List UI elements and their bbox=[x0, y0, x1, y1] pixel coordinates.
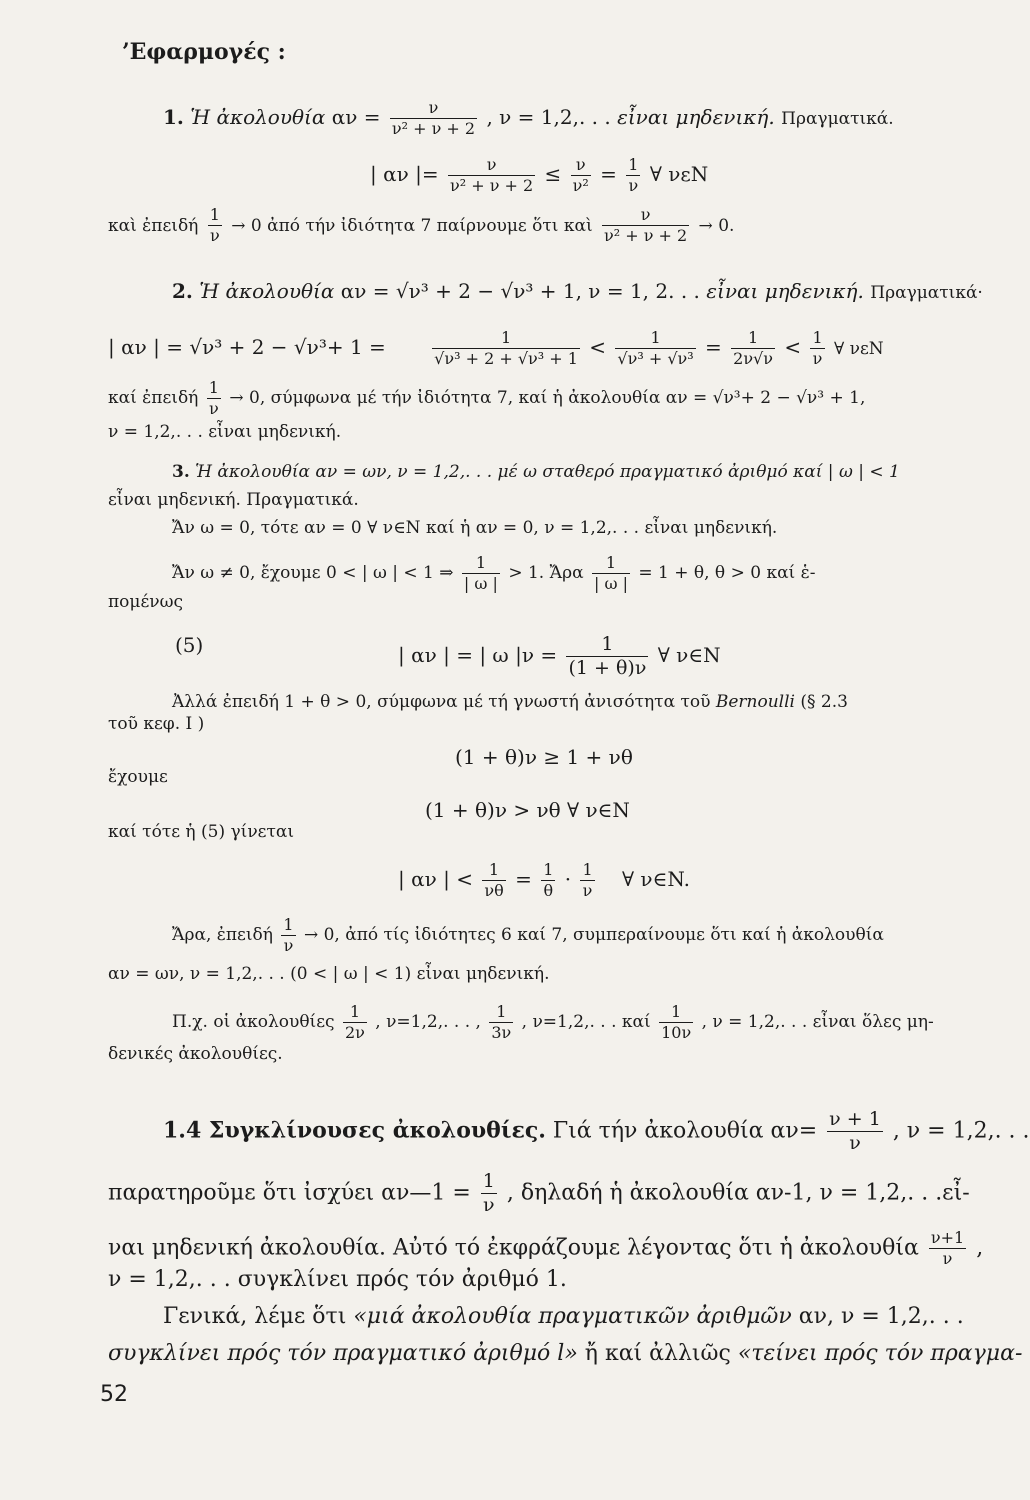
example-2-intro: Ἡ ἀκολουθία bbox=[199, 279, 335, 303]
since-fraction: $\frac{1}{\nu}$ bbox=[283, 915, 294, 955]
example-3-intro: Ἡ ἀκολουθία αν = ων, ν = 1,2,. . . μέ ω σταθερό πραγματικό ἀριθμό καί | ω | < 1 bbox=[195, 462, 900, 482]
ex2-conclusion-a: καί ἐπειδή bbox=[108, 388, 199, 408]
example-1-fraction: $\frac{\nu}{\text{ν² + ν + 2}}$ bbox=[391, 98, 476, 138]
eg-fraction-3: $\frac{1}{10\nu}$ bbox=[661, 1002, 692, 1042]
conclusion-text-c: → 0. bbox=[698, 216, 735, 236]
ineq3-fraction-3: $\frac{1}{\nu}$ bbox=[582, 860, 593, 900]
example-1-conclusion bbox=[108, 205, 734, 246]
ex2-ineq-lhs: | αν | = √ν³ + 2 − √ν³+ 1 = bbox=[108, 335, 386, 359]
ineq3-equals: = bbox=[515, 867, 532, 891]
eq5-lhs: | αν | = | ω |ν = bbox=[398, 643, 558, 667]
section-1-4-line-3 bbox=[108, 1228, 983, 1269]
section-heading: 1.4 Συγκλίνουσες ἀκολουθίες. bbox=[163, 1117, 546, 1144]
conclusion-fraction-2: $\frac{\nu}{\text{ν² + ν + 2}}$ bbox=[603, 205, 688, 245]
p6-text-c: «τείνει πρός τόν πραγμα- bbox=[737, 1341, 1023, 1366]
eg-text-a: Π.χ. οἱ ἀκολουθίες bbox=[172, 1012, 335, 1032]
example-1-lhs: αν = bbox=[331, 105, 381, 129]
eg-text-b: , ν=1,2,. . . , bbox=[375, 1012, 481, 1032]
example-3-line-2: εἶναι μηδενική. Πραγματικά. bbox=[108, 490, 359, 510]
then-5-becomes: καί τότε ἡ (5) γίνεται bbox=[108, 822, 295, 842]
case2-fraction-2: $\frac{1}{| \omega |}$ bbox=[593, 553, 628, 593]
inequality-quantifier: ∀ νεΝ bbox=[649, 162, 709, 186]
p3-fraction: $\frac{\nu+1}{\nu}$ bbox=[930, 1228, 965, 1268]
bernoulli-text-a: Ἀλλά ἐπειδή 1 + θ > 0, σύμφωνα μέ τή γνωστή ἀνισότητα τοῦ bbox=[172, 692, 711, 712]
example-2-in-fact: Πραγματικά· bbox=[870, 283, 983, 303]
eg-fraction-1: $\frac{1}{2\nu}$ bbox=[344, 1002, 365, 1042]
page-number: 52 bbox=[100, 1382, 128, 1407]
section-1-4-line-5 bbox=[163, 1305, 964, 1329]
since-text-a: Ἄρα, ἐπειδή bbox=[172, 925, 273, 945]
ex2-fraction-1: $\frac{1}{\text{√ν³ + 2 + √ν³ + 1}}$ bbox=[434, 328, 578, 368]
example-2-inequality: | αν | = √ν³ + 2 − √ν³+ 1 = $\frac{1}{\text{√ν³ + 2 + √ν³ + 1}}$ < $\frac{1}{\text{√ν³ + √ν³}}$ = $\frac{1}{2\nu√\nu}$ < $\frac{1}{\nu}$ ∀ νεΝ bbox=[108, 328, 884, 368]
ineq3-dot: · bbox=[564, 867, 572, 891]
p3-text-a: ναι μηδενική ἀκολουθία. Αὐτό τό ἐκφράζουμε λέγοντας ὅτι ἡ ἀκολουθία bbox=[108, 1235, 919, 1261]
case2-fraction-1: $\frac{1}{| \omega |}$ bbox=[463, 553, 498, 593]
p1-text-b: , ν = 1,2,. . . bbox=[892, 1118, 1030, 1144]
bernoulli-reference: τοῦ κεφ. Ι ) bbox=[108, 714, 205, 734]
example-1-inequality: | αν |= $\frac{\nu}{\text{ν² + ν + 2}}$ ≤ $\frac{\nu}{\text{ν²}}$ = $\frac{1}{\nu}$ ∀ νεΝ bbox=[370, 155, 709, 195]
bernoulli-inequality: (1 + θ)ν ≥ 1 + νθ bbox=[455, 745, 633, 769]
ineq3-quantifier: ∀ ν∈N. bbox=[622, 867, 690, 891]
ex2-conclusion-fraction: $\frac{1}{\nu}$ bbox=[208, 378, 219, 418]
applications-heading: ’Εφαρμογές : bbox=[122, 39, 286, 65]
example-1-in-fact: Πραγματικά. bbox=[781, 109, 894, 129]
section-1-4-line-2 bbox=[108, 1170, 970, 1217]
p5-text-c: αν, ν = 1,2,. . . bbox=[798, 1304, 964, 1329]
ex2-conclusion-b: → 0, σύμφωνα μέ τήν ἰδιότητα 7, καί ἡ ἀκολουθία αν = √ν³+ 2 − √ν³ + 1, bbox=[229, 388, 866, 408]
conclusion-text-b: → 0 ἀπό τήν ἰδιότητα 7 παίρνουμε ὅτι καὶ bbox=[231, 216, 593, 236]
eg-text-c: , ν=1,2,. . . καί bbox=[521, 1012, 651, 1032]
section-1-4-line-4: ν = 1,2,. . . συγκλίνει πρός τόν ἀριθμό 1. bbox=[108, 1267, 567, 1292]
case2-text-b: > 1. Ἄρα bbox=[508, 563, 584, 583]
bernoulli-text-b: (§ 2.3 bbox=[800, 692, 848, 712]
since-text-b: → 0, ἀπό τίς ἰδιότητες 6 καί 7, συμπεραίνουμε ὅτι καί ἡ ἀκολουθία bbox=[303, 925, 884, 945]
examples-continuation: δενικές ἀκολουθίες. bbox=[108, 1044, 283, 1064]
example-2-conclusion bbox=[108, 378, 865, 419]
p3-text-b: , bbox=[976, 1235, 984, 1261]
example-2-final: ν = 1,2,. . . εἶναι μηδενική. bbox=[108, 422, 342, 442]
eq5-fraction: $\frac{1}{(1 + \theta)\nu}$ bbox=[568, 633, 647, 679]
section-1-4-line-6 bbox=[108, 1342, 1022, 1366]
examples-sentence bbox=[172, 1002, 934, 1043]
example-2-claim: εἶναι μηδενική. bbox=[706, 279, 864, 303]
p5-text-b: «μιά ἀκολουθία πραγματικῶν ἀριθμῶν bbox=[353, 1304, 792, 1329]
bernoulli-name: Bernoulli bbox=[715, 692, 795, 712]
p2-fraction: $\frac{1}{\nu}$ bbox=[482, 1170, 495, 1216]
example-1-statement bbox=[163, 98, 894, 139]
bernoulli-sentence bbox=[172, 690, 848, 714]
inequality-fraction-1: $\frac{\nu}{\text{ν² + ν + 2}}$ bbox=[449, 155, 534, 195]
example-1-claim: εἶναι μηδενική. bbox=[617, 105, 775, 129]
p5-text-a: Γενικά, λέμε ὅτι bbox=[163, 1304, 347, 1329]
example-3-case-2 bbox=[172, 553, 815, 594]
example-2-number: 2. bbox=[172, 279, 193, 303]
ex2-fraction-4: $\frac{1}{\nu}$ bbox=[812, 328, 823, 368]
ineq3-fraction-2: $\frac{1}{\theta}$ bbox=[543, 860, 554, 900]
p1-text-a: Γιά τήν ἀκολουθία αν= bbox=[552, 1118, 818, 1144]
we-have-label: ἔχουμε bbox=[108, 767, 168, 787]
p2-text-a: παρατηροῦμε ὅτι ἰσχύει αν—1 = bbox=[108, 1180, 471, 1206]
equation-5-label: (5) bbox=[175, 633, 204, 657]
eq5-quantifier: ∀ ν∈N bbox=[657, 643, 721, 667]
conclusion-text-a: καὶ ἐπειδή bbox=[108, 216, 199, 236]
since-conclusion: αν = ων, ν = 1,2,. . . (0 < | ω | < 1) εἶναι μηδενική. bbox=[108, 964, 550, 984]
example-2-expression: αν = √ν³ + 2 − √ν³ + 1, ν = 1, 2. . . bbox=[340, 279, 700, 303]
p1-fraction: $\frac{\nu + 1}{\nu}$ bbox=[829, 1108, 881, 1154]
example-3-number: 3. bbox=[172, 462, 190, 482]
inequality-2: (1 + θ)ν > νθ ∀ ν∈N bbox=[425, 798, 630, 822]
inequality-fraction-2: $\frac{\nu}{\text{ν²}}$ bbox=[572, 155, 589, 195]
section-1-4-paragraph-1 bbox=[163, 1108, 1030, 1155]
p6-text-b: ἤ καί ἀλλιῶς bbox=[584, 1341, 731, 1366]
equation-5 bbox=[398, 633, 721, 680]
since-sentence bbox=[172, 915, 884, 956]
example-2-statement bbox=[172, 279, 983, 305]
conclusion-fraction-1: $\frac{1}{\nu}$ bbox=[209, 205, 220, 245]
ineq3-fraction-1: $\frac{1}{\nu\theta}$ bbox=[484, 860, 504, 900]
eg-text-d: , ν = 1,2,. . . εἶναι ὅλες μη- bbox=[701, 1012, 934, 1032]
example-1-number: 1. bbox=[163, 105, 184, 129]
p2-text-b: , δηλαδή ἡ ἀκολουθία αν-1, ν = 1,2,. . .εἶ- bbox=[506, 1180, 970, 1206]
example-1-range: , ν = 1,2,. . . bbox=[486, 105, 611, 129]
example-3-statement bbox=[172, 460, 900, 484]
ineq3-lhs: | αν | < bbox=[398, 867, 473, 891]
case2-text-c: = 1 + θ, θ > 0 καί ἑ- bbox=[638, 563, 816, 583]
ex2-quantifier: ∀ νεΝ bbox=[834, 339, 884, 359]
p6-text-a: συγκλίνει πρός τόν πραγματικό ἀριθμό l» bbox=[108, 1341, 578, 1366]
inequality-3 bbox=[398, 860, 690, 901]
ex2-fraction-2: $\frac{1}{\text{√ν³ + √ν³}}$ bbox=[617, 328, 694, 368]
example-3-case-1: Ἄν ω = 0, τότε αν = 0 ∀ ν∈N καί ἡ αν = 0, ν = 1,2,. . . εἶναι μηδενική. bbox=[172, 518, 778, 538]
inequality-fraction-3: $\frac{1}{\nu}$ bbox=[628, 155, 639, 195]
example-1-intro: Ἡ ἀκολουθία bbox=[190, 105, 326, 129]
inequality-lhs: | αν |= bbox=[370, 162, 439, 186]
ex2-fraction-3: $\frac{1}{2\nu√\nu}$ bbox=[733, 328, 773, 368]
case2-continuation: πομένως bbox=[108, 592, 183, 612]
eg-fraction-2: $\frac{1}{3\nu}$ bbox=[491, 1002, 512, 1042]
case2-text-a: Ἄν ω ≠ 0, ἔχουμε 0 < | ω | < 1 ⇒ bbox=[172, 563, 454, 583]
